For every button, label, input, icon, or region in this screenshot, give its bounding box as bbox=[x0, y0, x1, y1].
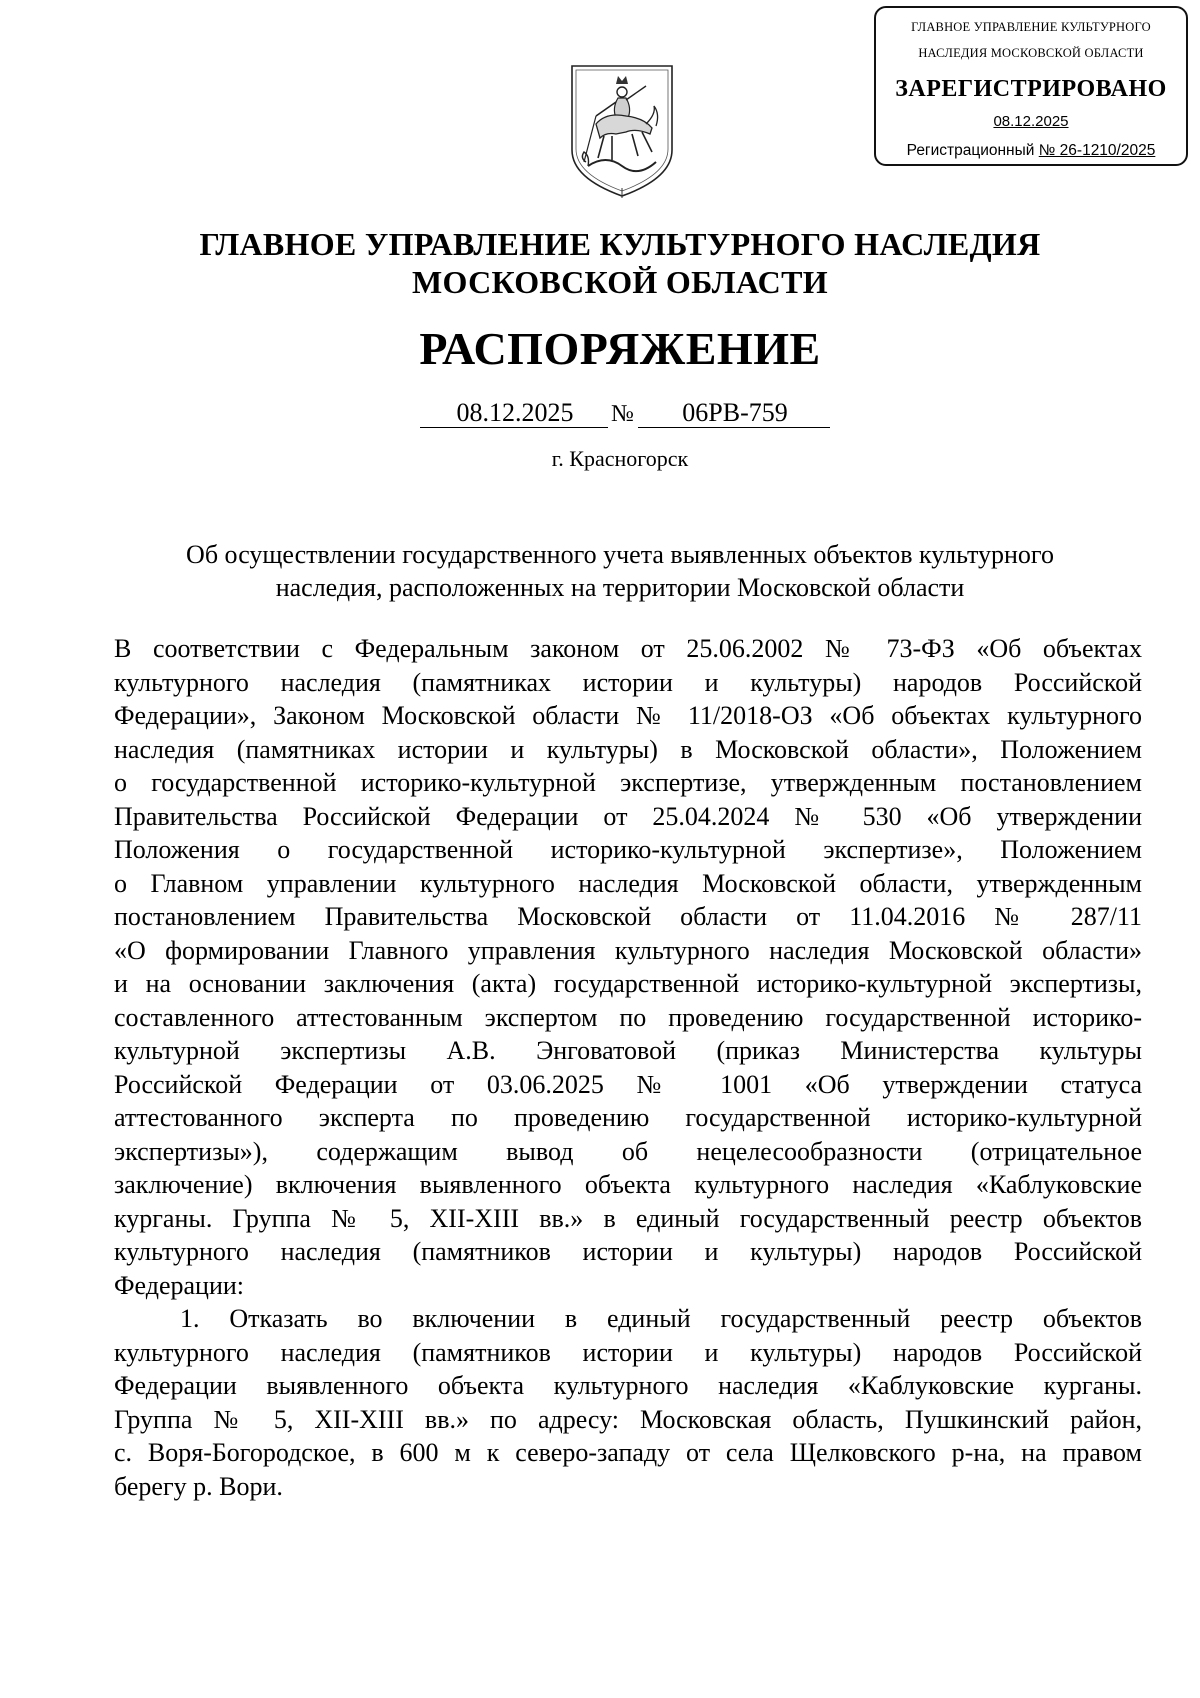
body-line: культурной экспертизы А.В. Энговатовой (приказ Министерства культуры bbox=[114, 1036, 1142, 1065]
body-line: культурного наследия (памятников истории и культуры) народов Российской bbox=[114, 1237, 1142, 1266]
body-line: Российской Федерации от 03.06.2025 № 1001 «Об утверждении статуса bbox=[114, 1069, 1142, 1099]
body-line: Федерации: bbox=[114, 1270, 245, 1300]
body-line: составленного аттестованным экспертом по проведению государственной историко- bbox=[114, 1002, 1142, 1032]
subject-line-1: Об осуществлении государственного учета выявленных объектов культурного bbox=[186, 540, 1054, 569]
body-line: экспертизы»), содержащим вывод об нецелесообразности (отрицательное bbox=[114, 1136, 1142, 1166]
item-1-line: Федерации выявленного объекта культурного наследия «Каблуковские курганы. bbox=[114, 1371, 1142, 1400]
item-1-line: Группа № 5, XII-XIII вв.» по адресу: Московская область, Пушкинский район, bbox=[114, 1404, 1142, 1434]
organization-name-line-2: МОСКОВСКОЙ ОБЛАСТИ bbox=[412, 264, 828, 300]
document-date: 08.12.2025 bbox=[456, 398, 574, 427]
document-subject bbox=[0, 538, 1200, 604]
body-line: постановлением Правительства Московской области от 11.04.2016 № 287/11 bbox=[114, 902, 1142, 931]
body-line: «О формировании Главного управления культурного наследия Московской области» bbox=[114, 935, 1142, 965]
body-line: и на основании заключения (акта) государственной историко-культурной экспертизы, bbox=[114, 969, 1142, 998]
document-body bbox=[114, 632, 1142, 1503]
number-sign: № bbox=[611, 401, 634, 427]
document-type-title: РАСПОРЯЖЕНИЕ bbox=[419, 323, 821, 374]
stamp-reg-number: № 26-1210/2025 bbox=[1038, 142, 1156, 159]
number-underline bbox=[638, 427, 830, 428]
body-line: культурного наследия (памятниках истории и культуры) народов Российской bbox=[114, 667, 1142, 697]
item-1-line: 1. Отказать во включении в единый государственный реестр объектов bbox=[180, 1304, 1142, 1333]
body-line: В соответствии с Федеральным законом от 25.06.2002 № 73-ФЗ «Об объектах bbox=[114, 634, 1142, 663]
stamp-org-line-1: ГЛАВНОЕ УПРАВЛЕНИЕ КУЛЬТУРНОГО bbox=[911, 20, 1151, 34]
item-1-line: с. Воря-Богородское, в 600 м к северо-западу от села Щелковского р-на, на правом bbox=[114, 1438, 1142, 1467]
body-line: о государственной историко-культурной экспертизе, утвержденным постановлением bbox=[114, 768, 1142, 797]
body-line: курганы. Группа № 5, XII-XIII вв.» в единый государственный реестр объектов bbox=[114, 1203, 1142, 1233]
body-line: заключение) включения выявленного объекта культурного наследия «Каблуковские bbox=[114, 1170, 1142, 1199]
body-line: наследия (памятниках истории и культуры) в Московской области», Положением bbox=[114, 734, 1142, 764]
organization-name-line-1: ГЛАВНОЕ УПРАВЛЕНИЕ КУЛЬТУРНОГО НАСЛЕДИЯ bbox=[199, 226, 1041, 262]
subject-line-2: наследия, расположенных на территории Московской области bbox=[275, 573, 965, 602]
registration-stamp bbox=[874, 6, 1188, 166]
coat-of-arms-icon bbox=[566, 62, 678, 200]
item-1-line: культурного наследия (памятников истории и культуры) народов Российской bbox=[114, 1337, 1142, 1367]
city: г. Красногорск bbox=[551, 446, 689, 471]
stamp-reg-label: Регистрационный bbox=[906, 142, 1035, 159]
date-underline bbox=[420, 427, 608, 428]
stamp-org-line-2: НАСЛЕДИЯ МОСКОВСКОЙ ОБЛАСТИ bbox=[918, 46, 1144, 60]
body-line: о Главном управлении культурного наследия Московской области, утвержденным bbox=[114, 868, 1142, 898]
item-1-line: берегу р. Вори. bbox=[114, 1471, 283, 1501]
document-number: 06РВ-759 bbox=[682, 398, 788, 427]
stamp-status: ЗАРЕГИСТРИРОВАНО bbox=[895, 76, 1167, 102]
body-line: аттестованного эксперта по проведению государственной историко-культурной bbox=[114, 1103, 1142, 1132]
body-line: Положения о государственной историко-культурной экспертизе», Положением bbox=[114, 835, 1142, 864]
body-line: Правительства Российской Федерации от 25.04.2024 № 530 «Об утверждении bbox=[114, 801, 1142, 831]
stamp-registration-number bbox=[876, 142, 1186, 160]
stamp-date: 08.12.2025 bbox=[993, 113, 1069, 130]
body-line: Федерации», Законом Московской области № 11/2018-ОЗ «Об объектах культурного bbox=[114, 701, 1142, 730]
